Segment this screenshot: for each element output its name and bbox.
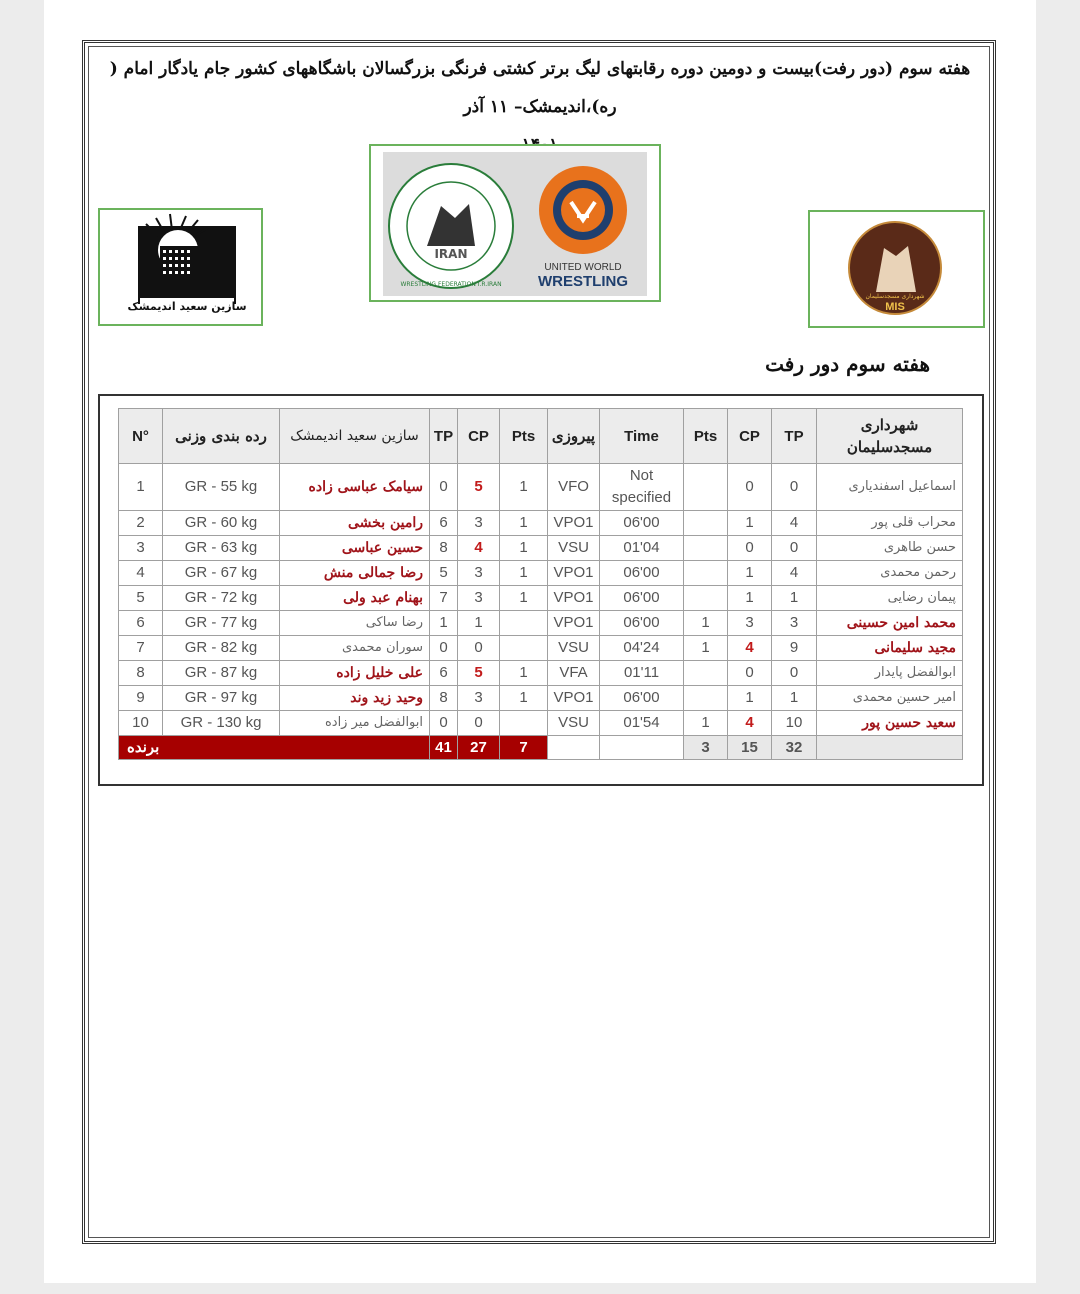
cell-tp-a: 8: [430, 536, 458, 561]
cell-no: 9: [119, 686, 163, 711]
federation-logos-image: [371, 146, 659, 300]
cell-victory: VSU: [548, 536, 600, 561]
cell-tp-b: 9: [772, 636, 817, 661]
cell-pts-b: [684, 464, 728, 511]
cell-pts-a: [500, 611, 548, 636]
cell-no: 10: [119, 711, 163, 736]
cell-cp-b: 4: [728, 711, 772, 736]
table-row: [119, 561, 963, 586]
cell-pts-a: 1: [500, 561, 548, 586]
cell-team-b-wrestler: حسن طاهری: [817, 536, 963, 561]
cell-cp-a: 5: [458, 661, 500, 686]
table-row: [119, 511, 963, 536]
cell-tp-a: 1: [430, 611, 458, 636]
cell-pts-b: [684, 586, 728, 611]
building-logo-icon: [100, 210, 261, 324]
table-row: [119, 464, 963, 511]
cell-no: 3: [119, 536, 163, 561]
cell-cp-b: 0: [728, 536, 772, 561]
mis-logo-icon: [810, 212, 983, 326]
right-club-logo: [808, 210, 985, 328]
total-tp-b: 32: [772, 736, 817, 760]
cell-time: 01'54: [600, 711, 684, 736]
cell-no: 4: [119, 561, 163, 586]
cell-victory: VSU: [548, 636, 600, 661]
cell-tp-b: 1: [772, 586, 817, 611]
header-pts-a: Pts: [500, 409, 548, 464]
cell-victory: VFO: [548, 464, 600, 511]
cell-time: 06'00: [600, 561, 684, 586]
cell-time: 06'00: [600, 586, 684, 611]
cell-time: 06'00: [600, 686, 684, 711]
header-cp-a: CP: [458, 409, 500, 464]
cell-cp-b: 1: [728, 561, 772, 586]
cell-cp-a: 0: [458, 711, 500, 736]
cell-time: 04'24: [600, 636, 684, 661]
cell-tp-a: 0: [430, 464, 458, 511]
left-club-logo: [98, 208, 263, 326]
total-tp-a: 41: [430, 736, 458, 760]
federation-label: WRESTLING FEDERATION I.R.IRAN: [400, 281, 502, 288]
cell-team-b-wrestler: سعید حسین پور: [817, 711, 963, 736]
total-cp-b: 15: [728, 736, 772, 760]
table-row: [119, 586, 963, 611]
cell-cp-a: 5: [458, 464, 500, 511]
cell-team-b-wrestler: امیر حسین محمدی: [817, 686, 963, 711]
cell-team-a-wrestler: حسین عباسی: [280, 536, 430, 561]
cell-pts-a: 1: [500, 464, 548, 511]
cell-pts-b: 1: [684, 711, 728, 736]
cell-pts-a: 1: [500, 536, 548, 561]
header-victory: پیروزی: [548, 409, 600, 464]
cell-cp-b: 4: [728, 636, 772, 661]
cell-no: 8: [119, 661, 163, 686]
header-team-b-label: شهرداری مسجدسلیمان: [846, 416, 933, 456]
iran-label: IRAN: [434, 247, 468, 261]
total-team-b-empty: [817, 736, 963, 760]
results-table: [118, 408, 963, 760]
cell-no: 5: [119, 586, 163, 611]
cell-pts-b: [684, 661, 728, 686]
cell-weight: GR - 63 kg: [163, 536, 280, 561]
cell-tp-b: 0: [772, 661, 817, 686]
cell-no: 7: [119, 636, 163, 661]
cell-pts-b: [684, 686, 728, 711]
cell-pts-a: [500, 636, 548, 661]
total-time-empty: [600, 736, 684, 760]
cell-weight: GR - 55 kg: [163, 464, 280, 511]
cell-tp-a: 8: [430, 686, 458, 711]
total-pts-b: 3: [684, 736, 728, 760]
winner-label-text: برنده: [127, 738, 160, 756]
cell-pts-b: 1: [684, 636, 728, 661]
cell-weight: GR - 97 kg: [163, 686, 280, 711]
header-tp-b: TP: [772, 409, 817, 464]
cell-pts-b: 1: [684, 611, 728, 636]
cell-cp-b: 0: [728, 661, 772, 686]
cell-team-a-wrestler: علی خلیل زاده: [280, 661, 430, 686]
cell-time: 01'04: [600, 536, 684, 561]
cell-team-b-wrestler: اسماعیل اسفندیاری: [817, 464, 963, 511]
cell-tp-b: 10: [772, 711, 817, 736]
cell-cp-a: 3: [458, 586, 500, 611]
cell-cp-a: 3: [458, 686, 500, 711]
cell-cp-a: 3: [458, 561, 500, 586]
cell-victory: VSU: [548, 711, 600, 736]
cell-no: 2: [119, 511, 163, 536]
table-row: [119, 686, 963, 711]
cell-weight: GR - 82 kg: [163, 636, 280, 661]
cell-tp-a: 6: [430, 661, 458, 686]
total-victory-empty: [548, 736, 600, 760]
cell-team-a-wrestler: بهنام عبد ولی: [280, 586, 430, 611]
cell-pts-a: 1: [500, 686, 548, 711]
cell-pts-a: 1: [500, 661, 548, 686]
header-team-a: [280, 409, 430, 464]
cell-team-b-wrestler: ابوالفضل پایدار: [817, 661, 963, 686]
cell-team-a-wrestler: سیامک عباسی زاده: [280, 464, 430, 511]
cell-team-a-wrestler: سوران محمدی: [280, 636, 430, 661]
header-no: N°: [119, 409, 163, 464]
right-club-abbr: MIS: [885, 301, 905, 313]
cell-victory: VPO1: [548, 511, 600, 536]
total-cp-a: 27: [458, 736, 500, 760]
cell-weight: GR - 60 kg: [163, 511, 280, 536]
cell-weight: GR - 77 kg: [163, 611, 280, 636]
cell-tp-b: 3: [772, 611, 817, 636]
header-weight: رده بندی وزنی: [163, 409, 280, 464]
header-cp-b: CP: [728, 409, 772, 464]
cell-team-a-wrestler: وحید زید وند: [280, 686, 430, 711]
cell-cp-b: 1: [728, 511, 772, 536]
cell-team-a-wrestler: رضا ساکی: [280, 611, 430, 636]
cell-team-a-wrestler: رامین بخشی: [280, 511, 430, 536]
header-tp-a: TP: [430, 409, 458, 464]
cell-pts-b: [684, 536, 728, 561]
cell-tp-b: 4: [772, 561, 817, 586]
cell-pts-a: [500, 711, 548, 736]
cell-victory: VPO1: [548, 686, 600, 711]
cell-pts-a: 1: [500, 586, 548, 611]
cell-weight: GR - 87 kg: [163, 661, 280, 686]
cell-victory: VFA: [548, 661, 600, 686]
table-row: [119, 636, 963, 661]
cell-tp-b: 4: [772, 511, 817, 536]
cell-pts-b: [684, 511, 728, 536]
cell-team-a-wrestler: رضا جمالی منش: [280, 561, 430, 586]
cell-team-a-wrestler: ابوالفضل میر زاده: [280, 711, 430, 736]
title-line-1: هفته سوم (دور رفت)بیست و دومین دوره رقابتهای لیگ برتر کشتی فرنگی بزرگسالان باشگاههای کشور جام یادگار امام ( ره)،اندیمشک– ۱۱ آذر: [109, 59, 971, 117]
left-club-name: سازین سعید اندیمشک: [127, 300, 247, 313]
cell-cp-a: 1: [458, 611, 500, 636]
cell-time: 01'11: [600, 661, 684, 686]
table-row: [119, 711, 963, 736]
cell-tp-a: 7: [430, 586, 458, 611]
cell-no: 6: [119, 611, 163, 636]
federation-logos: [369, 144, 661, 302]
cell-victory: VPO1: [548, 561, 600, 586]
cell-victory: VPO1: [548, 586, 600, 611]
cell-victory: VPO1: [548, 611, 600, 636]
cell-tp-a: 0: [430, 711, 458, 736]
cell-time: Not specified: [600, 464, 684, 511]
cell-cp-b: 3: [728, 611, 772, 636]
header-time: Time: [600, 409, 684, 464]
cell-weight: GR - 72 kg: [163, 586, 280, 611]
cell-cp-a: 3: [458, 511, 500, 536]
table-row: [119, 536, 963, 561]
uww-label-1: UNITED WORLD: [544, 262, 622, 273]
header-pts-b: Pts: [684, 409, 728, 464]
totals-row: [119, 736, 963, 760]
cell-cp-b: 1: [728, 586, 772, 611]
right-club-name: شهرداری مسجدسلیمان: [865, 293, 925, 300]
cell-tp-a: 0: [430, 636, 458, 661]
cell-pts-b: [684, 561, 728, 586]
cell-tp-b: 0: [772, 536, 817, 561]
table-row: [119, 661, 963, 686]
cell-team-b-wrestler: رحمن محمدی: [817, 561, 963, 586]
cell-team-b-wrestler: مجید سلیمانی: [817, 636, 963, 661]
cell-team-b-wrestler: محراب قلی پور: [817, 511, 963, 536]
cell-weight: GR - 67 kg: [163, 561, 280, 586]
cell-time: 06'00: [600, 611, 684, 636]
cell-tp-b: 0: [772, 464, 817, 511]
cell-team-b-wrestler: پیمان رضایی: [817, 586, 963, 611]
cell-team-b-wrestler: محمد امین حسینی: [817, 611, 963, 636]
cell-tp-a: 6: [430, 511, 458, 536]
cell-cp-a: 0: [458, 636, 500, 661]
cell-cp-b: 1: [728, 686, 772, 711]
total-pts-a: 7: [500, 736, 548, 760]
cell-time: 06'00: [600, 511, 684, 536]
cell-pts-a: 1: [500, 511, 548, 536]
cell-cp-a: 4: [458, 536, 500, 561]
table-header-row: [119, 409, 963, 464]
cell-no: 1: [119, 464, 163, 511]
cell-tp-b: 1: [772, 686, 817, 711]
week-title: هفته سوم دور رفت: [765, 352, 930, 376]
cell-weight: GR - 130 kg: [163, 711, 280, 736]
cell-cp-b: 0: [728, 464, 772, 511]
cell-tp-a: 5: [430, 561, 458, 586]
table-row: [119, 611, 963, 636]
uww-label-2: WRESTLING: [538, 273, 628, 290]
header-team-b: [817, 409, 963, 464]
header-team-a-label: سازین سعید اندیمشک: [290, 428, 419, 444]
winner-label: [119, 736, 430, 760]
